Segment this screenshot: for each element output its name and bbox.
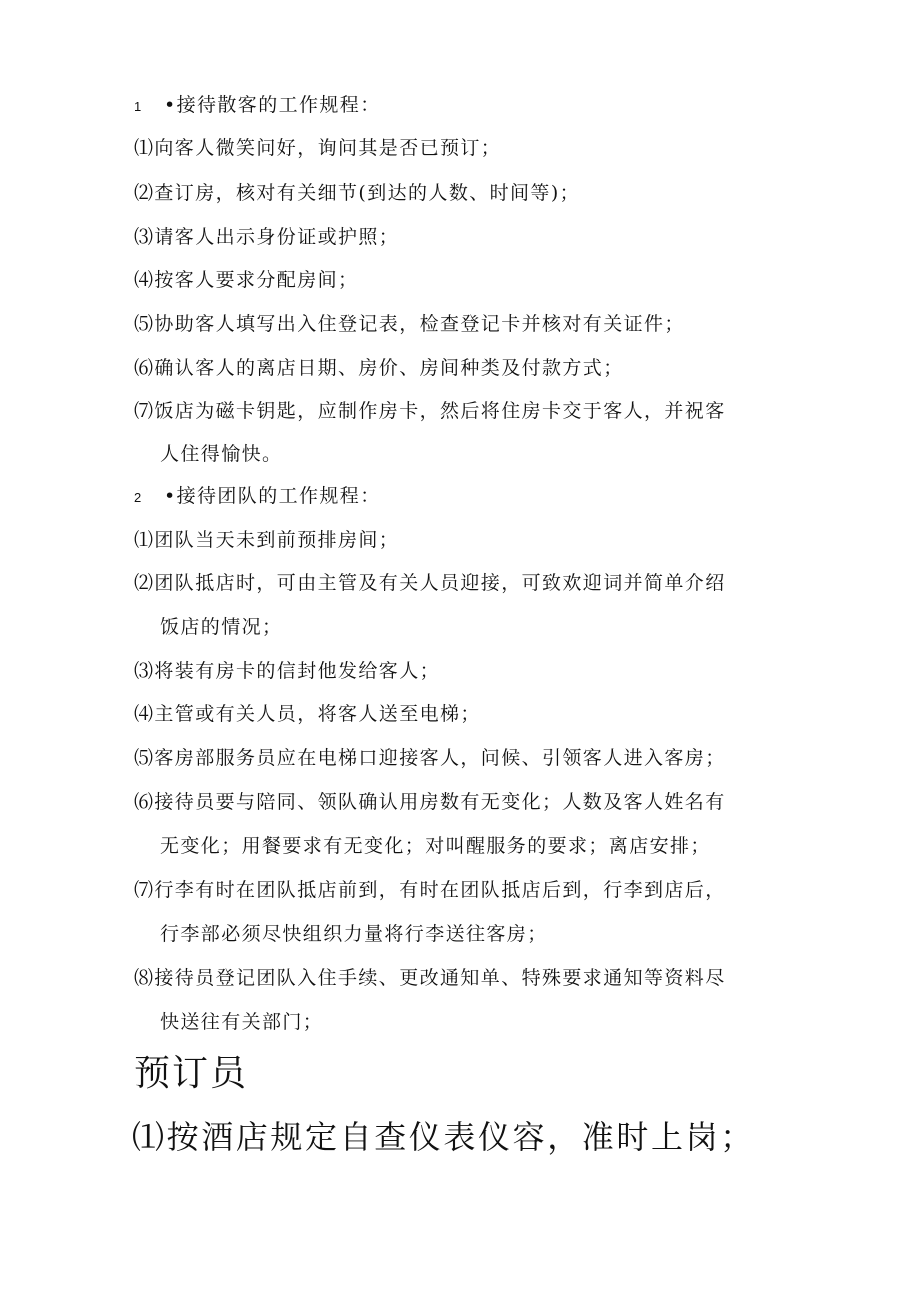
section-2-item-6: ⑹接待员要与陪同、领队确认用房数有无变化；人数及客人姓名有 — [134, 791, 726, 813]
section-2-number: 2 — [134, 490, 143, 505]
section-1-item-2: ⑵查订房，核对有关细节(到达的人数、时间等)； — [134, 182, 581, 204]
section-2-item-8: ⑻接待员登记团队入住手续、更改通知单、特殊要求通知等资料尽 — [134, 967, 726, 989]
section-2-title: •接待团队的工作规程： — [164, 485, 381, 507]
section-1-heading — [134, 93, 381, 119]
section-2-heading — [134, 484, 381, 510]
section-1-item-5: ⑸协助客人填写出入住登记表，检查登记卡并核对有关证件； — [134, 313, 685, 335]
section-1-item-4: ⑷按客人要求分配房间； — [134, 269, 359, 291]
section-3-title: 预订员 — [134, 1053, 249, 1094]
section-2-item-2: ⑵团队抵店时，可由主管及有关人员迎接，可致欢迎词并简单介绍 — [134, 572, 726, 594]
section-1-item-7: ⑺饭店为磁卡钥匙，应制作房卡，然后将住房卡交于客人，并祝客 — [134, 400, 726, 422]
section-2-item-3: ⑶将装有房卡的信封他发给客人； — [134, 660, 441, 682]
section-1-number: 1 — [134, 99, 143, 114]
section-1-item-7-continued: 人住得愉快。 — [160, 443, 283, 465]
section-3-item-1: ⑴按酒店规定自查仪表仪容，准时上岗； — [132, 1118, 755, 1156]
section-1-item-6: ⑹确认客人的离店日期、房价、房间种类及付款方式； — [134, 357, 624, 379]
section-2-item-6-continued: 无变化；用餐要求有无变化；对叫醒服务的要求；离店安排； — [160, 835, 711, 857]
section-1-title: •接待散客的工作规程： — [164, 94, 381, 116]
section-2-item-5: ⑸客房部服务员应在电梯口迎接客人，问候、引领客人进入客房； — [134, 747, 726, 769]
section-2-item-7: ⑺行李有时在团队抵店前到，有时在团队抵店后到，行李到店后， — [134, 879, 726, 901]
section-1-item-3: ⑶请客人出示身份证或护照； — [134, 226, 400, 248]
section-2-item-2-continued: 饭店的情况； — [160, 616, 283, 638]
section-2-item-4: ⑷主管或有关人员，将客人送至电梯； — [134, 703, 481, 725]
section-1-item-1: ⑴向客人微笑问好，询问其是否已预订； — [134, 137, 502, 159]
section-2-item-1: ⑴团队当天未到前预排房间； — [134, 529, 400, 551]
section-2-item-8-continued: 快送往有关部门； — [160, 1011, 324, 1033]
section-2-item-7-continued: 行李部必须尽快组织力量将行李送往客房； — [160, 923, 548, 945]
